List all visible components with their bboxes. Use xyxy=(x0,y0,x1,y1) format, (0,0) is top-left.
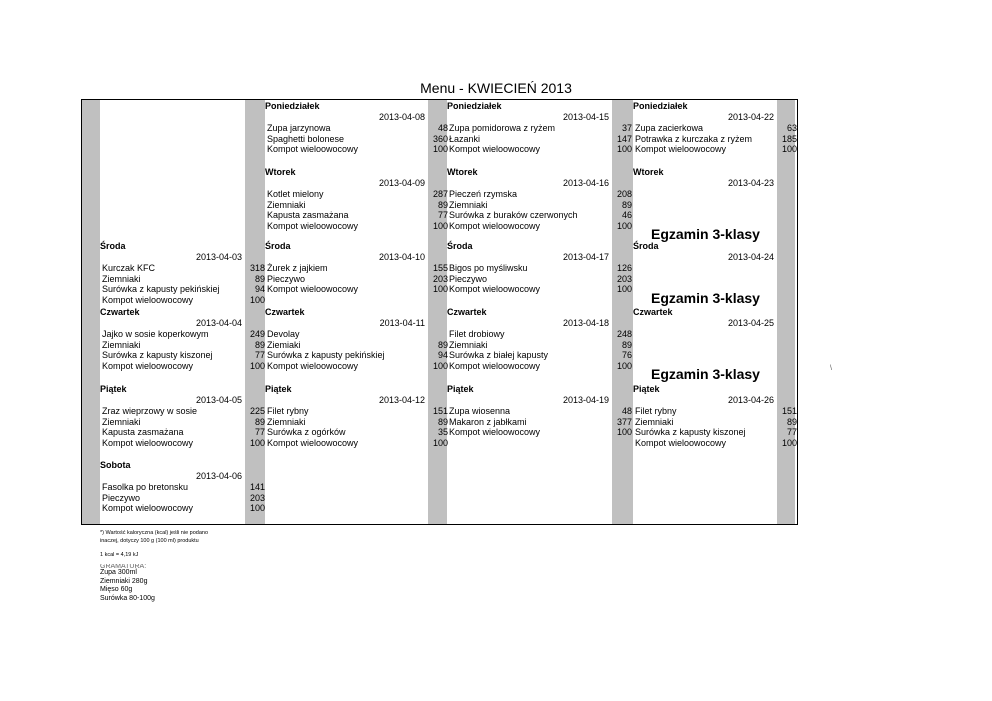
day-name: Piątek xyxy=(100,384,127,394)
day-date: 2013-04-05 xyxy=(195,395,242,405)
menu-item xyxy=(447,273,632,285)
dish-name: Ziemniaki xyxy=(102,416,141,427)
menu-item xyxy=(447,350,632,361)
day-date: 2013-04-23 xyxy=(727,178,774,188)
dish-name: Kompot wieloowocowy xyxy=(102,503,194,513)
grey-column-bar xyxy=(82,100,100,524)
dish-name: Kompot wieloowocowy xyxy=(267,144,359,154)
gramatura-item: Ziemniaki 280g xyxy=(100,577,148,585)
grey-column-bar xyxy=(612,100,633,524)
dish-name: Ziemniaki xyxy=(449,339,488,350)
day-name: Środa xyxy=(100,241,126,251)
dish-name: Kompot wieloowocowy xyxy=(267,360,359,371)
menu-item xyxy=(447,210,632,221)
day-section xyxy=(633,307,777,329)
dish-kcal: 360 xyxy=(432,133,448,144)
stray-mark: \ xyxy=(830,365,832,372)
dish-kcal: 249 xyxy=(249,329,265,339)
day-section xyxy=(100,241,265,305)
menu-item xyxy=(447,263,632,274)
day-section xyxy=(265,307,448,371)
day-section xyxy=(633,101,797,155)
day-date: 2013-04-25 xyxy=(727,318,774,328)
dish-kcal: 89 xyxy=(437,199,448,210)
dish-name: Ziemiaki xyxy=(267,339,301,350)
day-date: 2013-04-09 xyxy=(378,178,425,188)
dish-kcal: 151 xyxy=(432,406,448,416)
day-name: Sobota xyxy=(100,460,131,470)
dish-name: Kapusta zasmażana xyxy=(102,427,184,437)
menu-item xyxy=(265,210,448,221)
dish-name: Kapusta zasmażana xyxy=(267,210,349,220)
gramatura-list xyxy=(100,564,208,603)
menu-item xyxy=(633,123,797,134)
dish-name: Surówka z białej kapusty xyxy=(449,350,549,360)
day-name: Czwartek xyxy=(265,307,305,317)
menu-item xyxy=(265,189,448,200)
menu-item xyxy=(265,339,448,351)
menu-item xyxy=(265,406,448,417)
dish-name: Kurczak KFC xyxy=(102,263,156,273)
menu-item xyxy=(633,416,797,428)
day-name: Czwartek xyxy=(447,307,487,317)
day-section xyxy=(100,460,265,514)
menu-item xyxy=(100,284,265,295)
day-section xyxy=(447,307,632,371)
grey-column-bar xyxy=(777,100,795,524)
dish-name: Ziemniaki xyxy=(267,416,306,427)
menu-item xyxy=(447,133,632,145)
dish-name: Zupa pomidorowa z ryżem xyxy=(449,123,556,133)
dish-name: Spaghetti bolonese xyxy=(267,133,345,144)
menu-item xyxy=(265,437,448,449)
dish-kcal: 100 xyxy=(616,220,632,231)
day-date: 2013-04-24 xyxy=(727,252,774,262)
gramatura-item: Mięso 60g xyxy=(100,586,133,593)
menu-item xyxy=(100,406,265,417)
dish-name: Devolay xyxy=(267,329,300,339)
dish-kcal: 63 xyxy=(786,123,797,133)
menu-item xyxy=(447,339,632,351)
notes xyxy=(100,530,208,603)
dish-kcal: 89 xyxy=(254,339,265,350)
dish-kcal: 89 xyxy=(254,273,265,284)
day-section xyxy=(100,384,265,448)
dish-name: Kompot wieloowocowy xyxy=(102,294,194,305)
dish-name: Zupa zacierkowa xyxy=(635,123,704,133)
day-date: 2013-04-11 xyxy=(379,318,425,328)
day-name: Wtorek xyxy=(265,167,296,177)
dish-kcal: 141 xyxy=(249,482,265,492)
dish-name: Surówka z buraków czerwonych xyxy=(449,210,578,220)
day-date: 2013-04-26 xyxy=(727,395,774,405)
menu-item xyxy=(100,263,265,274)
menu-item xyxy=(633,437,797,449)
day-name: Czwartek xyxy=(633,307,673,317)
day-section xyxy=(447,101,632,155)
dish-name: Zupa wiosenna xyxy=(449,406,511,416)
dish-kcal: 100 xyxy=(781,437,797,448)
dish-name: Potrawka z kurczaka z ryżem xyxy=(635,133,753,144)
dish-name: Kompot wieloowocowy xyxy=(449,360,541,371)
dish-name: Kompot wieloowocowy xyxy=(267,220,359,231)
dish-name: Bigos po myśliwsku xyxy=(449,263,528,273)
day-date: 2013-04-12 xyxy=(378,395,425,405)
dish-name: Kotlet mielony xyxy=(267,189,324,199)
menu-item xyxy=(447,189,632,200)
dish-kcal: 287 xyxy=(432,189,448,199)
dish-kcal: 94 xyxy=(254,284,265,294)
day-name: Piątek xyxy=(633,384,660,394)
dish-kcal: 77 xyxy=(437,210,448,220)
dish-kcal: 100 xyxy=(249,294,265,305)
menu-item xyxy=(100,350,265,361)
menu-item xyxy=(447,427,632,438)
dish-kcal: 77 xyxy=(254,427,265,437)
dish-kcal: 100 xyxy=(781,144,797,154)
day-date: 2013-04-16 xyxy=(562,178,609,188)
menu-item xyxy=(633,144,797,155)
day-name: Poniedziałek xyxy=(265,101,320,111)
dish-name: Zraz wieprzowy w sosie xyxy=(102,406,198,416)
day-date: 2013-04-18 xyxy=(562,318,609,328)
page-title: Menu - KWIECIEŃ 2013 xyxy=(420,80,572,96)
kcal-conversion: 1 kcal = 4,19 kJ xyxy=(100,552,139,558)
dish-kcal: 89 xyxy=(786,416,797,427)
grey-column-bar xyxy=(245,100,265,524)
dish-kcal: 203 xyxy=(616,273,632,284)
gramatura-item: Zupa 300ml xyxy=(100,569,137,576)
dish-kcal: 100 xyxy=(432,284,448,294)
dish-name: Kompot wieloowocowy xyxy=(102,437,194,448)
day-section xyxy=(447,167,632,231)
dish-kcal: 89 xyxy=(254,416,265,427)
dish-name: Kompot wieloowocowy xyxy=(267,284,359,294)
menu-item xyxy=(447,360,632,372)
day-date: 2013-04-15 xyxy=(562,112,609,122)
gramatura-item: Surówka 80-100g xyxy=(100,594,155,602)
exam-banner: Egzamin 3-klasy xyxy=(651,226,760,242)
dish-kcal: 151 xyxy=(781,406,797,416)
dish-kcal: 100 xyxy=(432,360,448,371)
dish-name: Surówka z kapusty pekińskiej xyxy=(267,350,385,360)
dish-name: Ziemniaki xyxy=(102,339,141,350)
dish-kcal: 100 xyxy=(432,144,448,154)
dish-name: Kompot wieloowocowy xyxy=(449,220,541,231)
menu-item xyxy=(100,437,265,449)
dish-kcal: 48 xyxy=(437,123,448,133)
dish-kcal: 100 xyxy=(616,284,632,294)
exam-banner: Egzamin 3-klasy xyxy=(651,290,760,306)
grey-column-bar xyxy=(428,100,447,524)
menu-item xyxy=(265,263,448,274)
dish-name: Kompot wieloowocowy xyxy=(449,427,541,437)
day-section xyxy=(447,384,632,438)
day-name: Środa xyxy=(633,241,659,251)
day-section xyxy=(100,307,265,371)
dish-kcal: 203 xyxy=(432,273,448,284)
dish-name: Surówka z kapusty kiszonej xyxy=(635,427,746,437)
dish-name: Kompot wieloowocowy xyxy=(449,284,541,294)
menu-item xyxy=(265,220,448,232)
dish-name: Ziemniaki xyxy=(449,199,488,210)
menu-item xyxy=(265,416,448,428)
dish-kcal: 94 xyxy=(437,350,448,360)
dish-name: Żurek z jajkiem xyxy=(267,263,328,273)
day-name: Piątek xyxy=(265,384,292,394)
dish-kcal: 77 xyxy=(786,427,797,437)
menu-item xyxy=(265,123,448,134)
dish-name: Surówka z ogórków xyxy=(267,427,346,437)
menu-item xyxy=(447,284,632,295)
menu-item xyxy=(100,339,265,351)
menu-item xyxy=(265,133,448,145)
menu-item xyxy=(265,350,448,361)
dish-kcal: 225 xyxy=(249,406,265,416)
dish-name: Fasolka po bretonsku xyxy=(102,482,189,492)
dish-name: Pieczeń rzymska xyxy=(449,189,518,199)
dish-kcal: 46 xyxy=(621,210,632,220)
dish-kcal: 100 xyxy=(249,503,265,513)
day-name: Wtorek xyxy=(633,167,664,177)
menu-item xyxy=(447,199,632,211)
day-section xyxy=(265,241,448,295)
dish-kcal: 89 xyxy=(621,199,632,210)
day-name: Środa xyxy=(265,241,291,251)
dish-name: Surówka z kapusty pekińskiej xyxy=(102,284,220,294)
dish-kcal: 203 xyxy=(249,492,265,503)
dish-kcal: 76 xyxy=(621,350,632,360)
dish-name: Filet rybny xyxy=(267,406,309,416)
dish-kcal: 318 xyxy=(249,263,265,273)
menu-item xyxy=(265,273,448,285)
dish-kcal: 126 xyxy=(616,263,632,273)
day-name: Wtorek xyxy=(447,167,478,177)
exam-banner: Egzamin 3-klasy xyxy=(651,366,760,382)
day-date: 2013-04-19 xyxy=(562,395,609,405)
dish-name: Kompot wieloowocowy xyxy=(635,437,727,448)
day-name: Środa xyxy=(447,241,473,251)
dish-kcal: 48 xyxy=(621,406,632,416)
menu-item xyxy=(265,329,428,340)
day-date: 2013-04-08 xyxy=(378,112,425,122)
dish-name: Pieczywo xyxy=(267,273,306,284)
dish-kcal: 89 xyxy=(437,339,448,350)
dish-kcal: 100 xyxy=(249,437,265,448)
dish-name: Pieczywo xyxy=(102,492,141,503)
day-date: 2013-04-03 xyxy=(195,252,242,262)
dish-name: Jajko w sosie koperkowym xyxy=(102,329,209,339)
menu-item xyxy=(447,123,632,134)
dish-name: Zupa jarzynowa xyxy=(267,123,331,133)
day-section xyxy=(633,167,777,189)
day-section xyxy=(265,384,448,448)
dish-kcal: 155 xyxy=(432,263,448,273)
menu-item xyxy=(633,133,797,145)
dish-kcal: 185 xyxy=(781,133,797,144)
dish-name: Filet rybny xyxy=(635,406,677,416)
menu-item xyxy=(100,360,265,372)
gramatura-header: GRAMATURA: xyxy=(100,564,147,569)
menu-item xyxy=(447,406,632,417)
dish-kcal: 35 xyxy=(437,427,448,437)
day-name: Czwartek xyxy=(100,307,140,317)
day-name: Poniedziałek xyxy=(633,101,688,111)
menu-item xyxy=(447,329,632,340)
dish-kcal: 77 xyxy=(254,350,265,360)
menu-item xyxy=(265,427,448,438)
menu-item xyxy=(633,406,797,417)
dish-name: Ziemniaki xyxy=(267,199,306,210)
day-section xyxy=(447,241,632,295)
day-date: 2013-04-17 xyxy=(562,252,609,262)
dish-kcal: 100 xyxy=(432,220,448,231)
menu-item xyxy=(447,416,632,428)
dish-kcal: 248 xyxy=(616,329,632,339)
footnote-line: inaczej, dotyczy 100 g (100 ml) produktu xyxy=(100,537,199,544)
menu-item xyxy=(447,220,632,232)
menu-item xyxy=(100,329,265,340)
dish-name: Kompot wieloowocowy xyxy=(267,437,359,448)
day-section xyxy=(265,167,448,231)
menu-item xyxy=(100,503,265,514)
menu-item xyxy=(100,482,265,493)
day-date: 2013-04-04 xyxy=(195,318,242,328)
day-section xyxy=(633,241,777,263)
dish-name: Kompot wieloowocowy xyxy=(635,144,727,154)
dish-kcal: 100 xyxy=(432,437,448,448)
dish-kcal: 377 xyxy=(616,416,632,427)
menu-item xyxy=(447,144,632,155)
dish-name: Surówka z kapusty kiszonej xyxy=(102,350,213,360)
dish-kcal: 89 xyxy=(437,416,448,427)
day-section xyxy=(633,384,797,448)
menu-item xyxy=(100,273,265,285)
dish-kcal: 37 xyxy=(621,123,632,133)
dish-kcal: 100 xyxy=(616,427,632,437)
dish-kcal: 100 xyxy=(249,360,265,371)
menu-item xyxy=(100,427,265,438)
menu-table xyxy=(81,99,798,525)
dish-kcal: 100 xyxy=(616,360,632,371)
dish-name: Kompot wieloowocowy xyxy=(102,360,194,371)
menu-item xyxy=(633,427,797,438)
menu-item xyxy=(100,492,265,504)
day-name: Poniedziałek xyxy=(447,101,502,111)
dish-name: Filet drobiowy xyxy=(449,329,505,339)
menu-item xyxy=(100,294,265,306)
day-section xyxy=(265,101,448,155)
dish-name: Łazanki xyxy=(449,133,481,144)
day-name: Piątek xyxy=(447,384,474,394)
menu-item xyxy=(265,360,448,372)
day-date: 2013-04-10 xyxy=(378,252,425,262)
dish-name: Pieczywo xyxy=(449,273,488,284)
menu-item xyxy=(265,144,448,155)
footnote-line: *) Wartość kaloryczna (kcal) jeśli nie podano xyxy=(100,530,209,536)
dish-kcal: 208 xyxy=(616,189,632,199)
menu-item xyxy=(265,284,448,295)
dish-name: Ziemniaki xyxy=(635,416,674,427)
dish-name: Ziemniaki xyxy=(102,273,141,284)
day-date: 2013-04-06 xyxy=(195,471,242,481)
day-date: 2013-04-22 xyxy=(727,112,774,122)
dish-kcal: 89 xyxy=(621,339,632,350)
dish-kcal: 100 xyxy=(616,144,632,154)
dish-name: Makaron z jabłkami xyxy=(449,416,527,427)
menu-item xyxy=(265,199,448,211)
dish-kcal: 147 xyxy=(616,133,632,144)
menu-item xyxy=(100,416,265,428)
dish-name: Kompot wieloowocowy xyxy=(449,144,541,154)
